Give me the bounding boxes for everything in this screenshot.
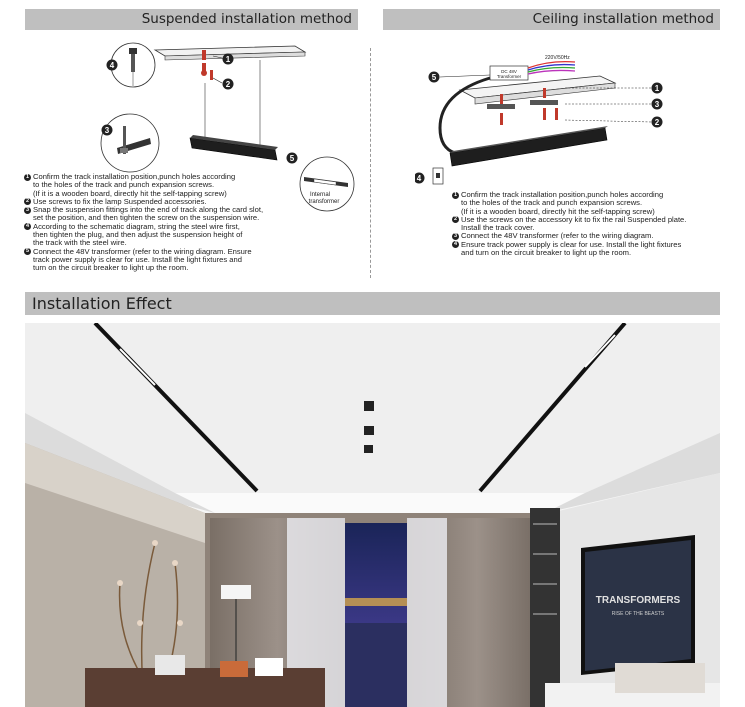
step-text: (If it is a wooden board, directly hit the self-tapping screw) — [33, 188, 227, 198]
ceiling-section-header — [383, 9, 720, 30]
ceiling-callout-5-label: 5 — [431, 73, 437, 82]
ceiling-transformer-label-line2: Transformer — [496, 74, 522, 79]
step-number-badge: 2 — [25, 198, 30, 205]
step-number-badge: 2 — [453, 216, 458, 223]
suspended-section-title: Suspended installation method — [141, 11, 352, 27]
suspended-callout-4-label: 4 — [109, 61, 115, 70]
ceiling-callout-4-label: 4 — [416, 174, 422, 183]
step-text: Snap the suspension fittings into the end of track along the card slot, — [33, 205, 264, 215]
ceiling-callout-2-label: 2 — [654, 118, 660, 127]
ceiling-callout-1-label: 1 — [654, 84, 660, 93]
step-number-badge: 1 — [453, 191, 458, 198]
suspended-section-header — [25, 9, 358, 30]
tv-screen-subtitle: RISE OF THE BEASTS — [611, 611, 665, 617]
ceiling-steps-list — [452, 191, 722, 257]
step-text: Connect the 48V transformer (refer to the wiring diagram. — [461, 231, 654, 241]
step-text: Use the screws on the accessory kit to fix the rail Suspended plate. — [461, 214, 687, 224]
step-text: the track with the steel wire. — [33, 238, 127, 248]
installation-effect-header — [25, 292, 720, 315]
step-text: Install the track cover. — [461, 223, 535, 233]
transformer-label-line2: transformer — [308, 199, 340, 205]
step-text: Confirm the track installation position,punch holes according — [461, 190, 664, 199]
installation-effect-title: Installation Effect — [32, 294, 172, 313]
step-number-badge: 4 — [453, 241, 458, 248]
suspended-detail-3 — [95, 108, 165, 178]
ceiling-callout-3-label: 3 — [654, 100, 660, 109]
step-text: (If it is a wooden board, directly hit the self-tapping screw) — [461, 206, 655, 216]
step-number-badge: 1 — [25, 173, 30, 180]
suspended-callout-3-label: 3 — [104, 126, 110, 135]
step-number-badge: 5 — [25, 248, 30, 255]
step-text: set the position, and then tighten the screw on the suspension wire. — [33, 213, 260, 223]
suspended-steps-list — [24, 173, 364, 273]
step-text: to the holes of the track and punch expansion screws. — [33, 180, 215, 190]
ceiling-voltage-label: 220V/50Hz — [545, 55, 570, 61]
suspended-step-3 — [24, 206, 364, 223]
ceiling-step-1 — [452, 191, 722, 216]
ceiling-section-title: Ceiling installation method — [532, 11, 714, 27]
suspended-callout-5-label: 5 — [289, 154, 295, 163]
step-number-badge: 3 — [25, 206, 30, 213]
ceiling-installation-diagram — [415, 48, 685, 188]
step-text: Use screws to fix the lamp Suspended accessories. — [33, 196, 207, 206]
suspended-step-1 — [24, 173, 364, 198]
step-text: track power supply is clear for use. Install the light fixtures and — [33, 254, 242, 264]
installation-effect-photo — [25, 323, 720, 707]
ceiling-step-2 — [452, 216, 722, 233]
step-text: Confirm the track installation position,punch holes according — [33, 172, 236, 181]
step-text: Ensure track power supply is clear for use. Install the light fixtures — [461, 239, 682, 249]
ceiling-step-4 — [452, 241, 722, 258]
step-text: and turn on the circuit breaker to light up the room. — [461, 248, 632, 258]
step-text: turn on the circuit breaker to light up the room. — [33, 263, 189, 273]
ceiling-transformer-label-line1: DC 48V — [501, 69, 517, 74]
transformer-label-line1: Internal — [309, 192, 331, 198]
step-text: to the holes of the track and punch expansion screws. — [461, 198, 643, 208]
step-text: Connect the 48V transformer (refer to the wiring diagram. Ensure — [33, 246, 252, 256]
suspended-step-5 — [24, 248, 364, 273]
section-divider — [370, 48, 371, 278]
suspended-callout-1-label: 1 — [225, 55, 231, 64]
step-text: then tighten the plug, and then adjust the suspension height of — [33, 230, 243, 240]
suspended-callout-2-label: 2 — [225, 80, 231, 89]
tv-screen-title: TRANSFORMERS — [595, 595, 681, 606]
step-number-badge: 3 — [453, 232, 458, 239]
suspended-step-4 — [24, 223, 364, 248]
step-number-badge: 4 — [25, 223, 30, 230]
step-text: According to the schematic diagram, string the steel wire first, — [33, 221, 240, 231]
